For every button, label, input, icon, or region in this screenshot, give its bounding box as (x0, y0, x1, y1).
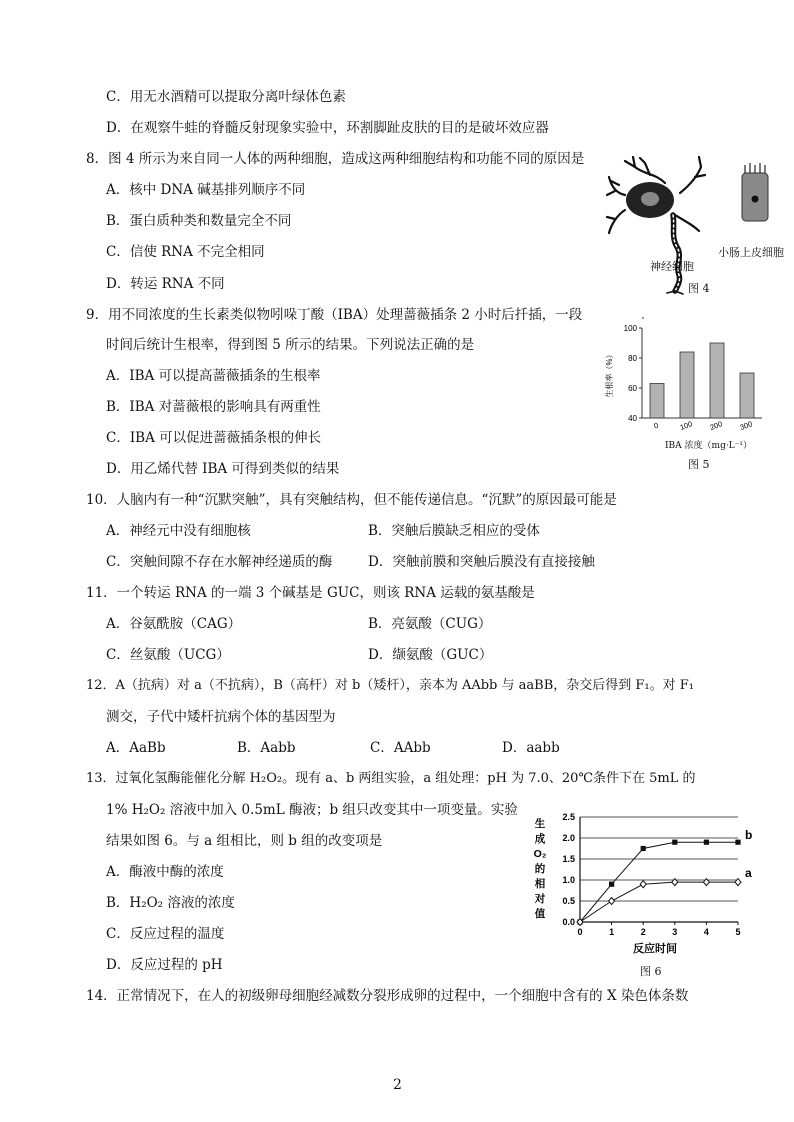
series-line-a (580, 882, 738, 922)
data-point (704, 840, 709, 845)
q8-option-d: D．转运 RNA 不同 (106, 276, 225, 292)
q8-option-a: A．核中 DNA 碱基排列顺序不同 (106, 182, 306, 198)
x-tick-label: 5 (735, 927, 741, 937)
x-tick-label: 100 (678, 419, 694, 433)
y-axis-label-char: 的 (534, 863, 546, 875)
series-label: b (745, 828, 753, 843)
q14-stem: 14．正常情况下，在人的初级卵母细胞经减数分裂形成卵的过程中，一个细胞中含有的 X 染色体条数 (86, 988, 689, 1004)
y-axis-label-char: 生 (534, 818, 546, 830)
x-tick-label: 1 (609, 927, 615, 937)
epithelial-cell-label: 小肠上皮细胞 (718, 246, 784, 259)
q10-option-d: D．突触前膜和突触后膜没有直接接触 (368, 554, 595, 570)
x-axis-label: 反应时间 (633, 943, 677, 955)
q12-option-c: C．AAbb (370, 740, 431, 756)
q10-stem: 10．人脑内有一种“沉默突触”，具有突触结构，但不能传递信息。“沉默”的原因最可能是 (86, 492, 617, 508)
q11-option-d: D．缬氨酸（GUC） (368, 647, 493, 663)
x-tick-label: 0 (652, 420, 660, 431)
y-axis-label-char: 对 (534, 893, 546, 905)
series-label: a (745, 866, 752, 881)
q10-option-b: B．突触后膜缺乏相应的受体 (368, 523, 540, 539)
q13-stem-line2: 1% H₂O₂ 溶液中加入 0.5mL 酶液；b 组只改变其中一项变量。实验 (106, 802, 518, 818)
y-tick-label: 2.5 (562, 812, 575, 822)
q12-stem-line1: 12．A（抗病）对 a（不抗病），B（高杆）对 b（矮杆），亲本为 AAbb 与 aaBB，杂交后得到 F₁。对 F₁ (86, 678, 694, 693)
q13-option-d: D．反应过程的 pH (106, 957, 223, 973)
x-tick-label: 300 (738, 419, 754, 433)
q8-option-c: C．信使 RNA 不完全相同 (106, 244, 265, 260)
figure-4-cells (605, 155, 794, 295)
q7-option-d: D．在观察牛蛙的脊髓反射现象实验中，环割脚趾皮肤的目的是破坏效应器 (106, 120, 549, 136)
y-tick-label: 0.0 (562, 917, 575, 927)
q13-option-c: C．反应过程的温度 (106, 926, 225, 942)
x-tick-label: 2 (640, 927, 646, 937)
neuron-label: 神经细胞 (650, 260, 694, 273)
q9-option-b: B．IBA 对蔷薇根的影响具有两重性 (106, 399, 321, 415)
data-point (641, 846, 646, 851)
bar (740, 373, 754, 418)
y-tick-label: 1.5 (562, 854, 575, 864)
q9-stem-line1: 9．用不同浓度的生长素类似物吲哚丁酸（IBA）处理蔷薇插条 2 小时后扦插，一段 (86, 307, 583, 323)
y-axis-label-char: 成 (534, 833, 546, 845)
q12-option-d: D．aabb (502, 740, 560, 756)
y-axis-label-char: O₂ (533, 848, 547, 860)
figure-5-bar-chart (600, 316, 780, 434)
q10-option-c: C．突触间隙不存在水解神经递质的酶 (106, 554, 333, 570)
data-point (640, 881, 646, 888)
figure-5-x-axis-label: IBA 浓度（mg·L⁻¹） (665, 441, 753, 451)
q12-stem-line2: 测交，子代中矮杆抗病个体的基因型为 (106, 709, 336, 725)
figure-6-caption: 图 6 (640, 965, 662, 978)
bar (680, 352, 694, 418)
data-point (672, 840, 677, 845)
q11-option-b: B．亮氨酸（CUG） (368, 616, 492, 632)
q12-option-a: A．AaBb (106, 740, 166, 756)
bar (710, 343, 724, 418)
data-point (609, 882, 614, 887)
bar (650, 384, 664, 419)
page-number: 2 (393, 1077, 402, 1093)
q8-stem: 8．图 4 所示为来自同一人体的两种细胞，造成这两种细胞结构和功能不同的原因是 (86, 151, 585, 167)
y-axis-label-char: 值 (534, 908, 546, 920)
q12-option-b: B．Aabb (237, 740, 296, 756)
data-point (609, 898, 615, 905)
x-tick-label: 3 (672, 927, 678, 937)
q8-option-b: B．蛋白质种类和数量完全不同 (106, 213, 292, 229)
y-tick-label: 80 (628, 354, 637, 363)
neuron-nucleus (641, 192, 659, 206)
q11-option-a: A．谷氨酰胺（CAG） (106, 616, 242, 632)
figure-4-caption: 图 4 (688, 282, 710, 295)
q13-stem-line1: 13．过氧化氢酶能催化分解 H₂O₂。现有 a、b 两组实验，a 组处理：pH 为 7.0、20℃条件下在 5mL 的 (86, 771, 696, 786)
y-tick-label: 40 (628, 414, 637, 423)
q9-option-c: C．IBA 可以促进蔷薇插条根的伸长 (106, 430, 322, 446)
figure-5-caption: 图 5 (688, 458, 710, 471)
y-axis-label-char: 相 (534, 878, 546, 890)
figure-6-line-chart (528, 805, 758, 960)
y-tick-label: 100 (623, 324, 637, 333)
q9-option-a: A．IBA 可以提高蔷薇插条的生根率 (106, 368, 321, 384)
y-tick-label: 2.0 (562, 833, 575, 843)
y-tick-label: 60 (628, 384, 637, 393)
x-tick-label: 0 (577, 927, 583, 937)
q11-option-c: C．丝氨酸（UCG） (106, 647, 230, 663)
epithelial-cell-drawing (742, 163, 768, 221)
q7-option-c: C．用无水酒精可以提取分离叶绿体色素 (106, 89, 346, 105)
q13-stem-line3: 结果如图 6。与 a 组相比，则 b 组的改变项是 (106, 833, 383, 849)
q9-stem-line2: 时间后统计生根率，得到图 5 所示的结果。下列说法正确的是 (106, 337, 475, 353)
x-tick-label: 4 (703, 927, 709, 937)
y-axis-label: 生根率（%） (605, 350, 614, 398)
q10-option-a: A．神经元中没有细胞核 (106, 523, 251, 539)
q9-option-d: D．用乙烯代替 IBA 可得到类似的结果 (106, 461, 340, 477)
x-tick-label: 200 (708, 419, 724, 433)
q13-option-b: B．H₂O₂ 溶液的浓度 (106, 895, 235, 911)
data-point (735, 840, 740, 845)
q11-stem: 11．一个转运 RNA 的一端 3 个碱基是 GUC，则该 RNA 运载的氨基酸是 (86, 585, 535, 601)
y-tick-label: 0.5 (562, 896, 575, 906)
q13-option-a: A．酶液中酶的浓度 (106, 864, 224, 880)
y-tick-label: 1.0 (562, 875, 575, 885)
